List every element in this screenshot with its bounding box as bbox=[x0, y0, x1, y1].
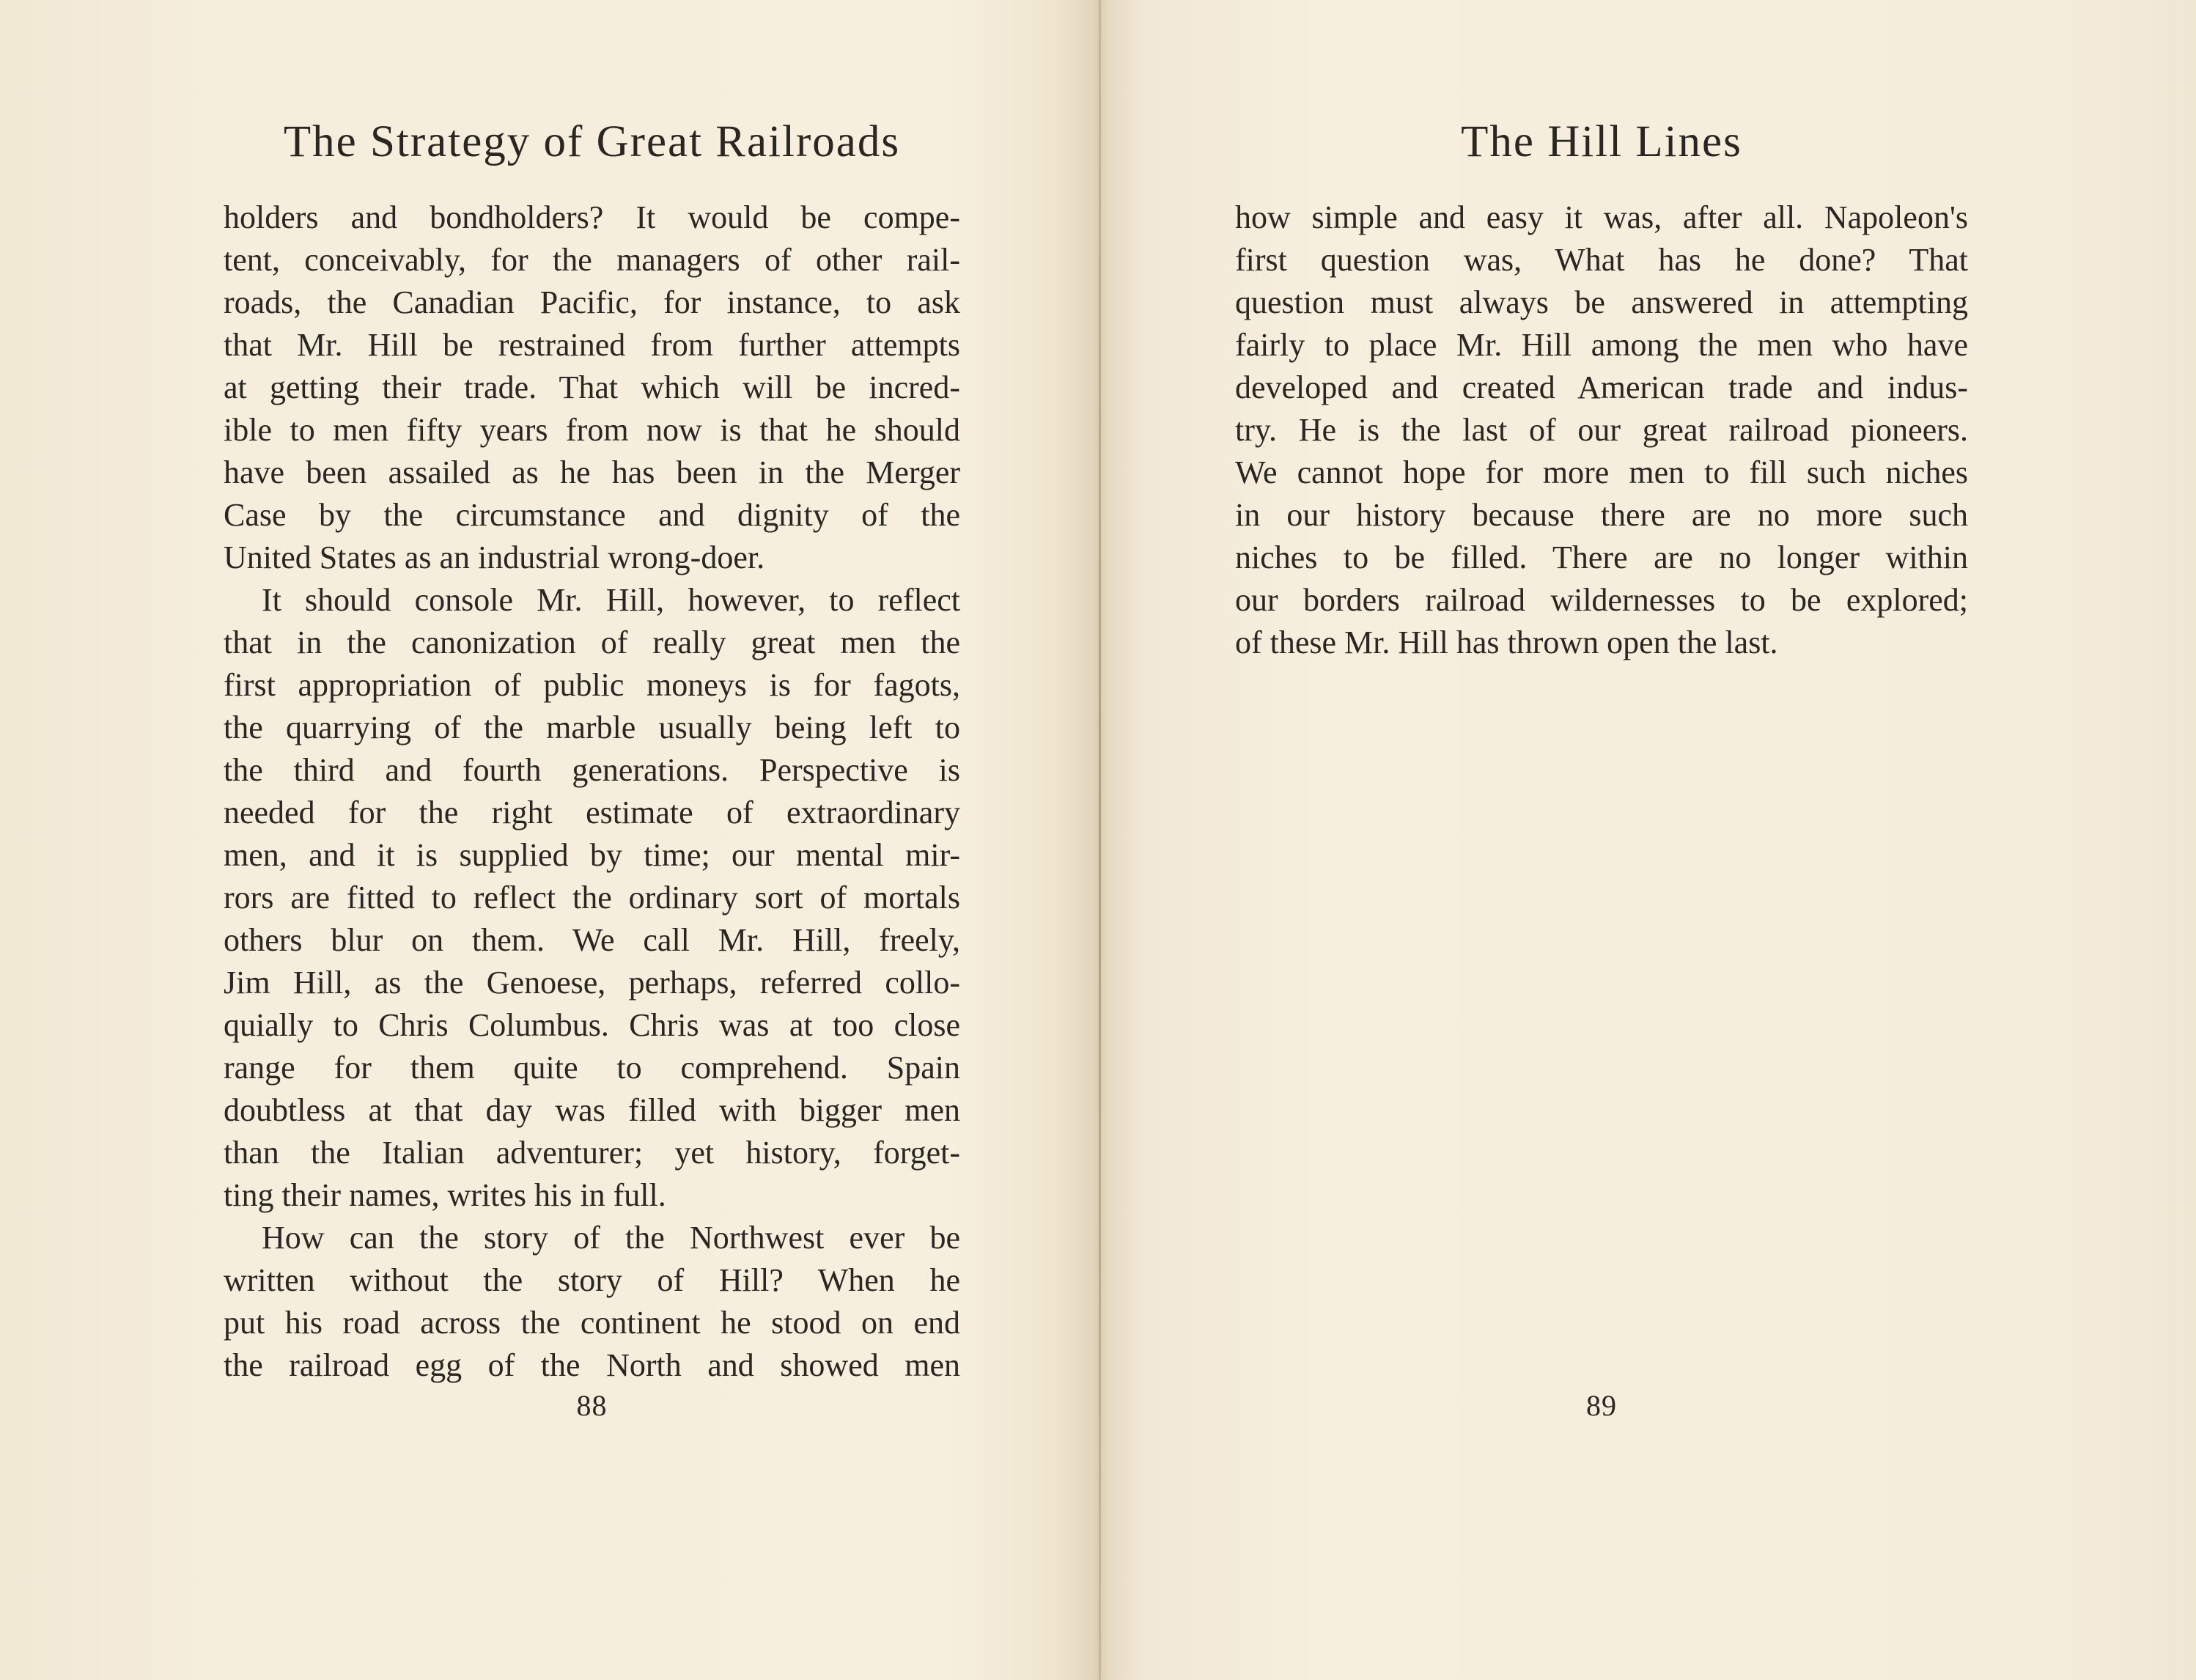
book-gutter bbox=[1099, 0, 1101, 1680]
left-line-24: ting their names, writes his in full. bbox=[224, 1177, 666, 1213]
left-line-15: needed for the right estimate of extraordinary bbox=[224, 795, 960, 830]
left-line-16: men, and it is supplied by time; our mental mir- bbox=[224, 837, 960, 873]
left-line-13: the quarrying of the marble usually being left to bbox=[224, 710, 960, 745]
left-line-2: tent, conceivably, for the managers of other rail- bbox=[224, 242, 960, 278]
left-page-body bbox=[224, 196, 960, 1387]
left-line-18: others blur on them. We call Mr. Hill, freely, bbox=[224, 922, 960, 958]
right-line-11: of these Mr. Hill has thrown open the last. bbox=[1235, 625, 1778, 660]
left-line-1: holders and bondholders? It would be compe- bbox=[224, 199, 960, 235]
left-page-number: 88 bbox=[576, 1389, 608, 1422]
left-running-head: The Strategy of Great Railroads bbox=[283, 117, 901, 166]
left-line-20: quially to Chris Columbus. Chris was at too close bbox=[224, 1007, 960, 1043]
left-line-17: rors are fitted to reflect the ordinary sort of mortals bbox=[224, 880, 960, 915]
left-line-22: doubtless at that day was filled with bigger men bbox=[224, 1092, 960, 1128]
right-line-3: question must always be answered in attempting bbox=[1235, 284, 1968, 320]
right-running-head: The Hill Lines bbox=[1461, 117, 1742, 166]
left-page bbox=[224, 0, 960, 1680]
left-line-26: written without the story of Hill? When he bbox=[224, 1262, 960, 1298]
right-page bbox=[1235, 0, 1968, 1680]
right-line-6: try. He is the last of our great railroad pioneers. bbox=[1235, 412, 1968, 448]
right-line-10: our borders railroad wildernesses to be explored; bbox=[1235, 582, 1968, 618]
right-page-number: 89 bbox=[1586, 1389, 1617, 1422]
left-line-8: Case by the circumstance and dignity of the bbox=[224, 497, 960, 533]
right-page-body bbox=[1235, 196, 1968, 664]
left-line-19: Jim Hill, as the Genoese, perhaps, referred collo- bbox=[224, 965, 960, 1001]
right-line-9: niches to be filled. There are no longer within bbox=[1235, 539, 1968, 575]
left-line-23: than the Italian adventurer; yet history, forget- bbox=[224, 1135, 960, 1171]
left-line-11: that in the canonization of really great men the bbox=[224, 625, 960, 660]
left-line-10: It should console Mr. Hill, however, to reflect bbox=[262, 582, 960, 618]
right-line-1: how simple and easy it was, after all. Napoleon's bbox=[1235, 199, 1968, 235]
left-line-27: put his road across the continent he stood on end bbox=[224, 1305, 960, 1341]
left-line-25: How can the story of the Northwest ever be bbox=[262, 1220, 960, 1256]
left-line-5: at getting their trade. That which will be incred- bbox=[224, 369, 960, 405]
left-line-9: United States as an industrial wrong-doer. bbox=[224, 539, 765, 575]
right-line-2: first question was, What has he done? That bbox=[1235, 242, 1968, 278]
left-line-12: first appropriation of public moneys is for fagots, bbox=[224, 667, 960, 703]
right-line-8: in our history because there are no more such bbox=[1235, 497, 1968, 533]
left-line-28: the railroad egg of the North and showed men bbox=[224, 1347, 960, 1383]
left-line-21: range for them quite to comprehend. Spain bbox=[224, 1050, 960, 1086]
left-line-7: have been assailed as he has been in the Merger bbox=[224, 454, 960, 490]
left-line-3: roads, the Canadian Pacific, for instance, to ask bbox=[224, 284, 960, 320]
right-line-4: fairly to place Mr. Hill among the men who have bbox=[1235, 327, 1968, 363]
left-line-4: that Mr. Hill be restrained from further attempts bbox=[224, 327, 960, 363]
right-line-5: developed and created American trade and indus- bbox=[1235, 369, 1968, 405]
left-line-14: the third and fourth generations. Perspective is bbox=[224, 752, 960, 788]
left-line-6: ible to men fifty years from now is that he should bbox=[224, 412, 960, 448]
right-line-7: We cannot hope for more men to fill such niches bbox=[1235, 454, 1968, 490]
